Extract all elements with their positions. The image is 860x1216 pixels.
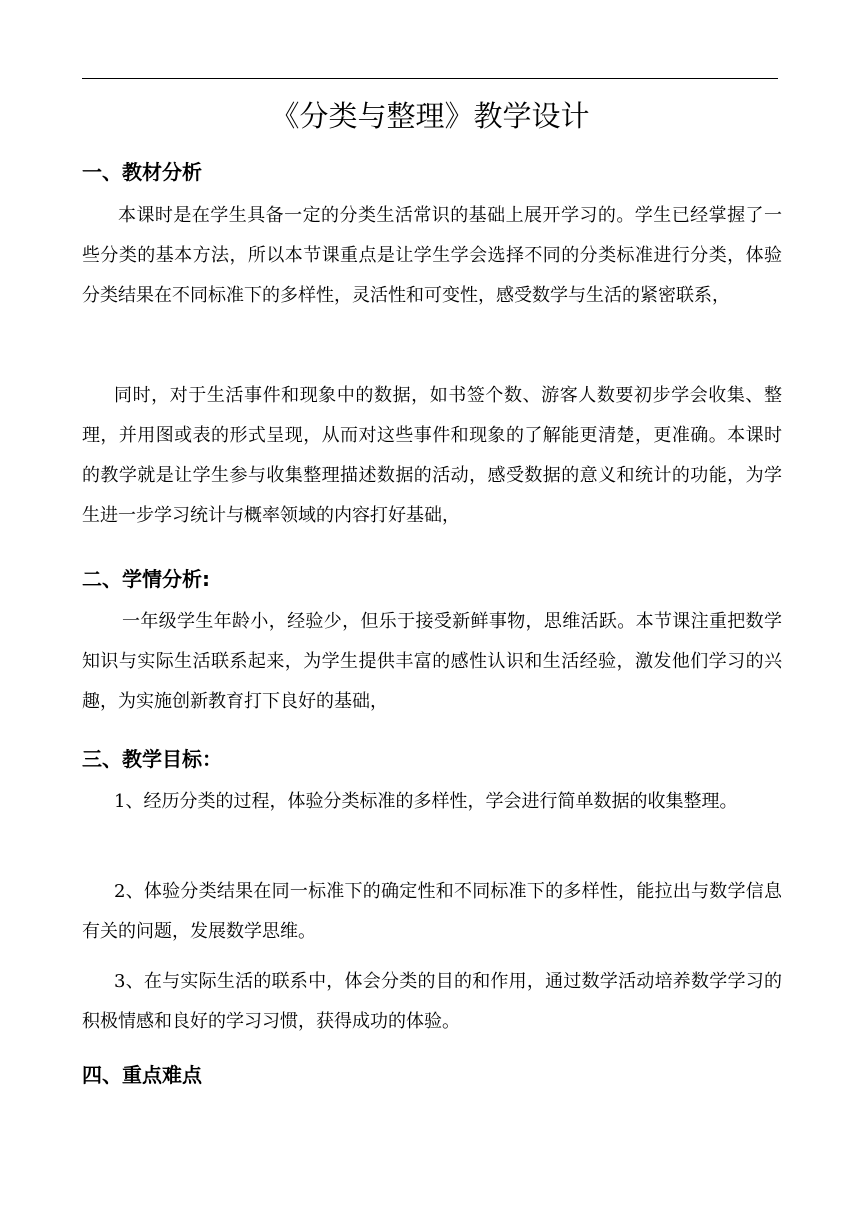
section-heading-teaching-objectives: 三、教学目标： (82, 747, 222, 771)
list-item: 2、体验分类结果在同一标准下的确定性和不同标准下的多样性，能拉出与数学信息有关的问题，发展数学思维。 (82, 881, 782, 942)
paragraph: 同时，对于生活事件和现象中的数据，如书签个数、游客人数要初步学会收集、整理，并用图或表的形式呈现，从而对这些事件和现象的了解能更清楚，更准确。本课时的教学就是让学生参与收集整理描述数据的活动，感受数据的意义和统计的功能，为学生进一步学习统计与概率领域的内容打好基础， (82, 385, 782, 526)
section-heading-textbook-analysis: 一、教材分析 (82, 160, 202, 184)
paragraph: 本课时是在学生具备一定的分类生活常识的基础上展开学习的。学生已经掌握了一些分类的基本方法，所以本节课重点是让学生学会选择不同的分类标准进行分类，体验分类结果在不同标准下的多样性，灵活性和可变性，感受数学与生活的紧密联系， (82, 205, 782, 306)
section-heading-key-points: 四、重点难点 (82, 1063, 202, 1087)
document-title: 《分类与整理》教学设计 (270, 99, 590, 133)
paragraph: 一年级学生年龄小，经验少，但乐于接受新鲜事物，思维活跃。本节课注重把数学知识与实际生活联系起来，为学生提供丰富的感性认识和生活经验，激发他们学习的兴趣，为实施创新教育打下良好的基础， (82, 611, 782, 712)
header-rule (82, 78, 778, 79)
section-heading-learner-analysis: 二、学情分析: (82, 567, 210, 591)
list-item: 1、经历分类的过程，体验分类标准的多样性，学会进行简单数据的收集整理。 (114, 791, 738, 812)
list-item: 3、在与实际生活的联系中，体会分类的目的和作用，通过数学活动培养数学学习的积极情感和良好的学习习惯，获得成功的体验。 (82, 971, 782, 1032)
